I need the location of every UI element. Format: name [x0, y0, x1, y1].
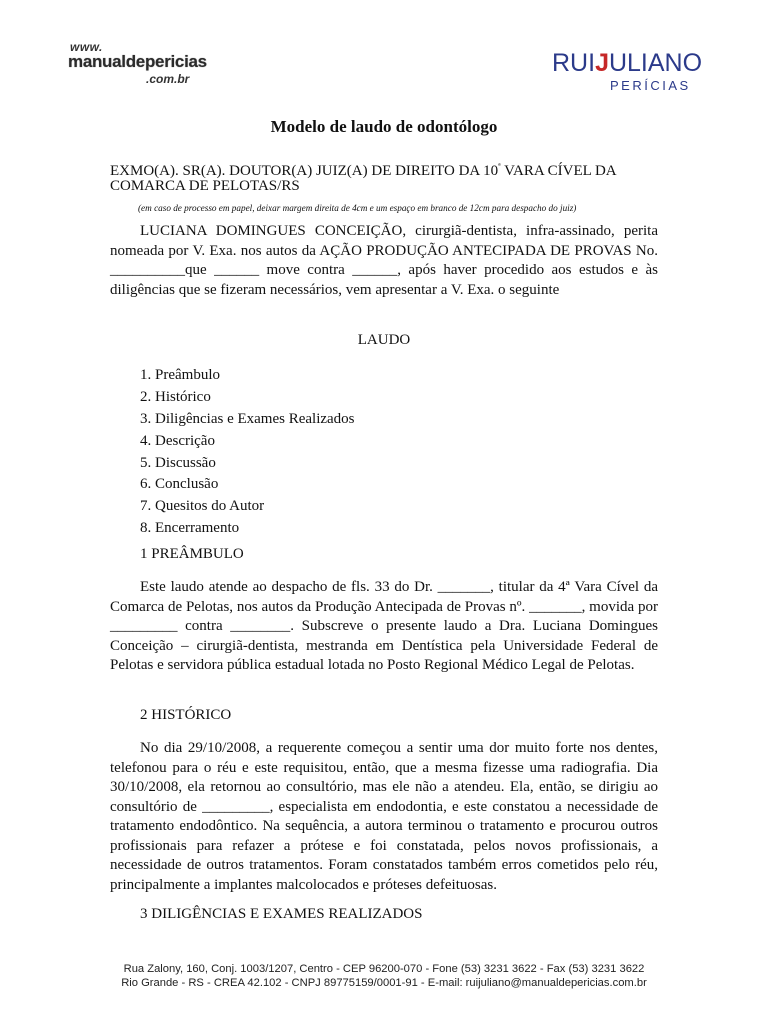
toc-item: 5. Discussão [140, 454, 216, 471]
toc-item: 2. Histórico [140, 388, 211, 405]
logo-company-name [552, 50, 722, 76]
margin-note: (em caso de processo em papel, deixar margem direita de 4cm e um espaço em branco de 12cm para despacho do juiz) [138, 203, 577, 213]
document-title: Modelo de laudo de odontólogo [270, 117, 498, 136]
ruijuliano-logo [552, 50, 722, 98]
table-of-contents [140, 366, 355, 541]
manualdepericias-logo [68, 40, 228, 92]
toc-item: 6. Conclusão [140, 476, 219, 493]
addressee-line1-pre: EXMO(A). SR(A). DOUTOR(A) JUIZ(A) DE DIREITO DA 10 [110, 163, 499, 179]
addressee-line1-post: VARA CÍVEL DA [500, 163, 617, 179]
toc-item: 8. Encerramento [140, 520, 240, 537]
section1-heading: 1 PREÂMBULO [140, 546, 244, 562]
logo-name-part2: ULIANO [608, 49, 703, 77]
section2-heading: 2 HISTÓRICO [140, 707, 232, 723]
toc-item: 7. Quesitos do Autor [140, 498, 265, 515]
logo-brand-text: manualdepericias [68, 52, 207, 71]
addressee-ordinal: ª [498, 161, 501, 171]
laudo-heading: LAUDO [357, 332, 411, 348]
logo-subtitle: PERÍCIAS [610, 78, 691, 93]
addressee-line2: COMARCA DE PELOTAS/RS [110, 178, 300, 194]
logo-domain-suffix: .com.br [146, 72, 190, 86]
footer-registration: Rio Grande - RS - CREA 42.102 - CNPJ 89775159/0001-91 - E-mail: ruijuliano@manualdepericias.com.br [121, 976, 647, 989]
logo-www-text: www. [70, 40, 103, 54]
intro-paragraph: LUCIANA DOMINGUES CONCEIÇÃO, cirurgiã-dentista, infra-assinado, perita nomeada por V. Exa. nos autos da AÇÃO PRODUÇÃO ANTECIPADA DE PROVAS No. __________que ______ move contra ______, após haver procedido aos estudos e às diligências que se fizeram necessários, vem apresentar a V. Exa. o seguinte [110, 223, 658, 298]
section2-paragraph: No dia 29/10/2008, a requerente começou a sentir uma dor muito forte nos dentes, telefonou para o réu e este requisitou, então, que a mesma fizesse uma radiografia. Dia 30/10/2008, ela retornou ao consultório, mas ele não a atendeu. Ela, então, se dirigiu ao consultório de _________, especialista em endodontia, e este constatou a necessidade de tratamento endodôntico. Na sequência, a autora terminou o tratamento e procurou outros profissionais para refazer a prótese e foi constatada, pelos novos profissionais, a necessidade de outros tratamentos. Foram constatados também erros cometidos pelo réu, principalmente a implantes malcolocados e próteses defeituosas. [110, 740, 658, 893]
logo-name-part1: RUI [552, 49, 596, 77]
toc-item: 3. Diligências e Exames Realizados [140, 410, 355, 427]
page-footer [0, 963, 768, 990]
section3-heading: 3 DILIGÊNCIAS E EXAMES REALIZADOS [140, 906, 423, 922]
footer-address: Rua Zalony, 160, Conj. 1003/1207, Centro - CEP 96200-070 - Fone (53) 3231 3622 - Fax (53) 3231 3622 [123, 963, 645, 975]
toc-item: 1. Preâmbulo [140, 367, 220, 383]
toc-item: 4. Descrição [140, 432, 215, 449]
logo-name-j: J [595, 49, 609, 77]
section1-paragraph: Este laudo atende ao despacho de fls. 33 do Dr. _______, titular da 4ª Vara Cível da Comarca de Pelotas, nos autos da Produção Antecipada de Provas nº. _______, movida por _________ contra ________. Subscreve o presente laudo a Dra. Luciana Domingues Conceição – cirurgiã-dentista, mestranda em Dentística pela Universidade Federal de Pelotas e servidora pública estadual lotada no Posto Regional Médico Legal de Pelotas. [110, 579, 658, 673]
